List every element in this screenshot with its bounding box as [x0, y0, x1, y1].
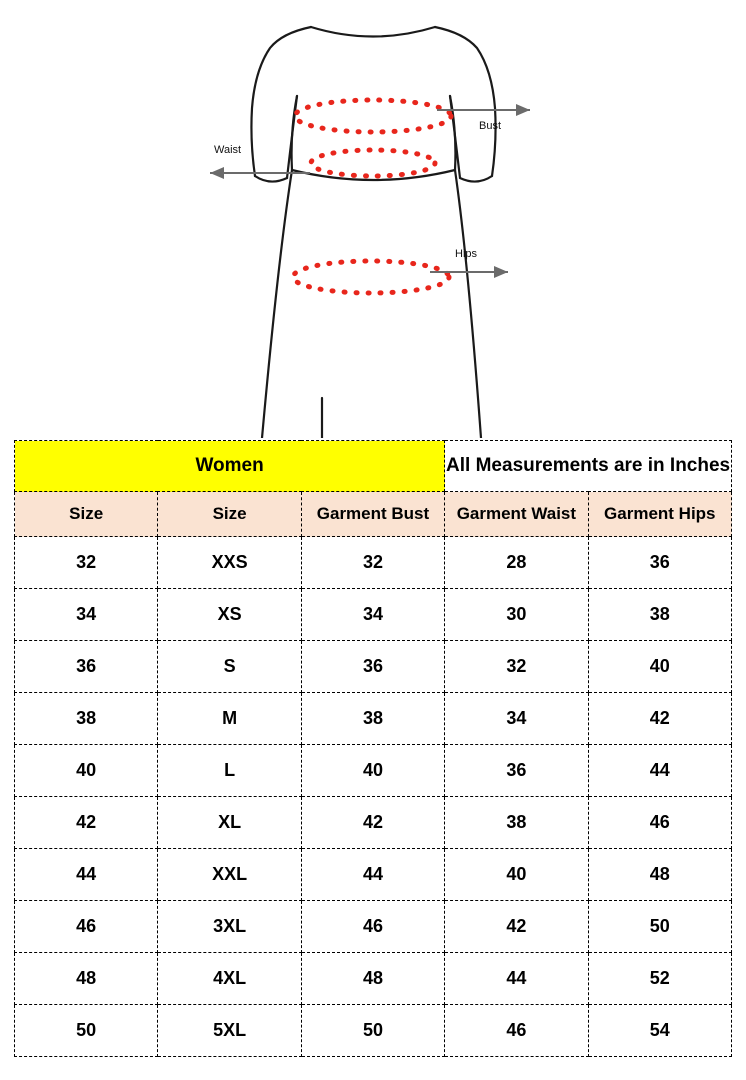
cell-size-alpha: XXS	[158, 537, 301, 589]
cell-bust: 42	[301, 797, 444, 849]
title-measurements-cell: All Measurements are in Inches	[445, 441, 732, 492]
cell-hips: 42	[588, 693, 731, 745]
cell-hips: 38	[588, 589, 731, 641]
hips-measure-ellipse	[293, 261, 449, 293]
cell-size-alpha: XS	[158, 589, 301, 641]
skirt-left	[262, 170, 292, 438]
bust-measure-ellipse	[295, 100, 451, 132]
cell-size-numeric: 42	[15, 797, 158, 849]
header-size-alpha: Size	[158, 492, 301, 537]
cell-waist: 36	[445, 745, 588, 797]
cell-waist: 38	[445, 797, 588, 849]
waist-seam	[292, 170, 455, 180]
cell-size-alpha: 4XL	[158, 953, 301, 1005]
table-row	[15, 745, 732, 797]
table-row	[15, 849, 732, 901]
cell-size-alpha: S	[158, 641, 301, 693]
header-garment-waist: Garment Waist	[445, 492, 588, 537]
cell-hips: 48	[588, 849, 731, 901]
dress-measurement-illustration	[0, 0, 746, 438]
table-row	[15, 537, 732, 589]
cell-bust: 38	[301, 693, 444, 745]
cell-waist: 34	[445, 693, 588, 745]
cell-size-numeric: 50	[15, 1005, 158, 1057]
cell-bust: 40	[301, 745, 444, 797]
table-header-row	[15, 492, 732, 537]
cell-size-numeric: 48	[15, 953, 158, 1005]
size-chart-body	[15, 441, 732, 1057]
cell-size-alpha: M	[158, 693, 301, 745]
right-sleeve-outer	[435, 27, 496, 176]
cell-waist: 44	[445, 953, 588, 1005]
title-women-cell: Women	[15, 441, 445, 492]
cell-waist: 32	[445, 641, 588, 693]
cell-size-numeric: 38	[15, 693, 158, 745]
left-sleeve-outer	[251, 27, 311, 176]
table-title-row	[15, 441, 732, 492]
cell-bust: 36	[301, 641, 444, 693]
table-row	[15, 953, 732, 1005]
cell-size-alpha: XL	[158, 797, 301, 849]
table-row	[15, 641, 732, 693]
cell-size-alpha: 5XL	[158, 1005, 301, 1057]
table-row	[15, 589, 732, 641]
cell-size-numeric: 46	[15, 901, 158, 953]
cell-size-alpha: 3XL	[158, 901, 301, 953]
hips-label: Hips	[455, 248, 478, 260]
cell-hips: 36	[588, 537, 731, 589]
cell-hips: 46	[588, 797, 731, 849]
cell-hips: 54	[588, 1005, 731, 1057]
cell-hips: 40	[588, 641, 731, 693]
bust-label: Bust	[479, 120, 502, 132]
table-row	[15, 693, 732, 745]
table-row	[15, 1005, 732, 1057]
cell-hips: 50	[588, 901, 731, 953]
header-garment-hips: Garment Hips	[588, 492, 731, 537]
cell-hips: 52	[588, 953, 731, 1005]
cell-waist: 28	[445, 537, 588, 589]
cell-bust: 46	[301, 901, 444, 953]
cell-size-alpha: XXL	[158, 849, 301, 901]
right-cuff	[460, 176, 492, 182]
cell-waist: 42	[445, 901, 588, 953]
neckline-path	[311, 27, 435, 37]
waist-label: Waist	[214, 144, 242, 156]
cell-hips: 44	[588, 745, 731, 797]
cell-size-numeric: 40	[15, 745, 158, 797]
cell-bust: 50	[301, 1005, 444, 1057]
cell-bust: 34	[301, 589, 444, 641]
cell-waist: 40	[445, 849, 588, 901]
cell-waist: 46	[445, 1005, 588, 1057]
cell-size-alpha: L	[158, 745, 301, 797]
table-row	[15, 901, 732, 953]
cell-size-numeric: 32	[15, 537, 158, 589]
header-size-numeric: Size	[15, 492, 158, 537]
size-table-container	[14, 440, 732, 1057]
table-row	[15, 797, 732, 849]
size-chart-table	[14, 440, 732, 1057]
cell-bust: 32	[301, 537, 444, 589]
left-cuff	[255, 176, 287, 182]
cell-size-numeric: 34	[15, 589, 158, 641]
cell-size-numeric: 36	[15, 641, 158, 693]
waist-measure-ellipse	[311, 150, 435, 176]
header-garment-bust: Garment Bust	[301, 492, 444, 537]
cell-waist: 30	[445, 589, 588, 641]
dress-figure-svg	[0, 0, 746, 438]
skirt-right	[455, 170, 481, 438]
cell-bust: 44	[301, 849, 444, 901]
cell-bust: 48	[301, 953, 444, 1005]
cell-size-numeric: 44	[15, 849, 158, 901]
